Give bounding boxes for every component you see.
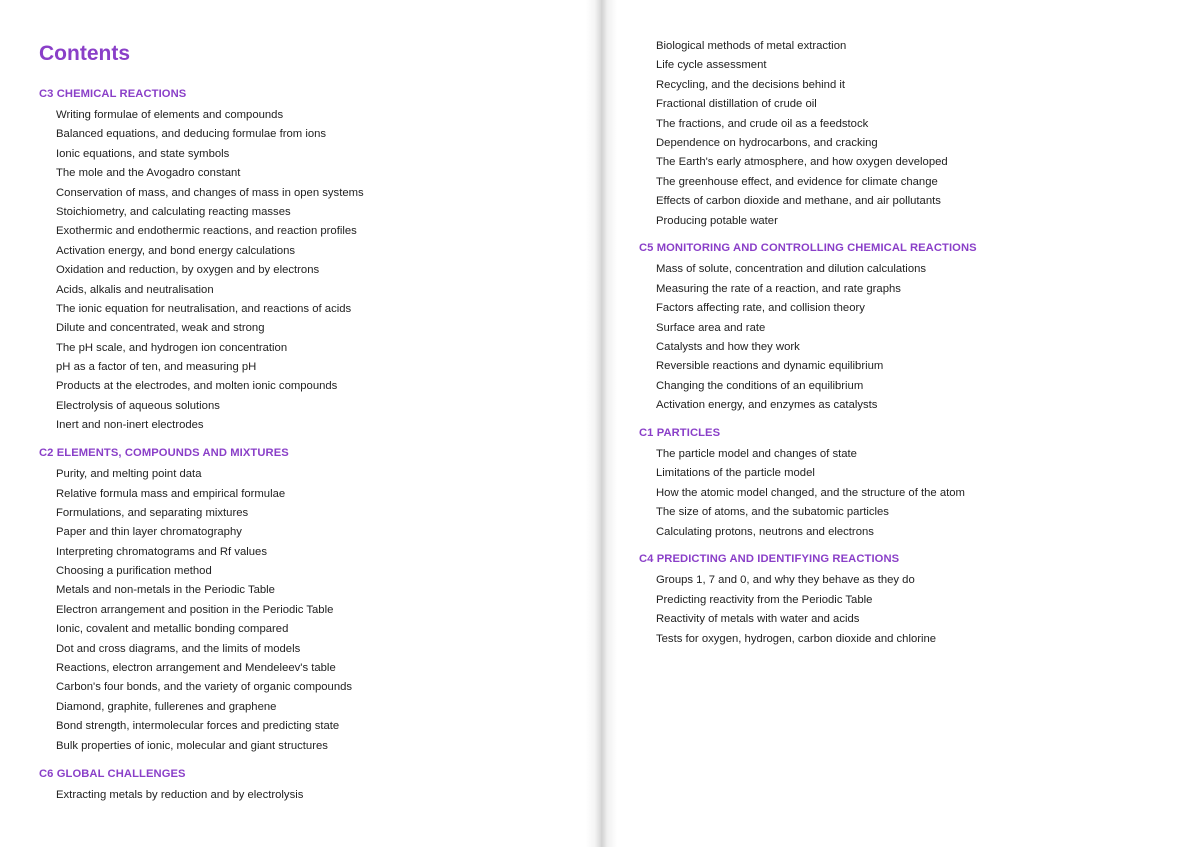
- topic-entry[interactable]: Fractional distillation of crude oil: [656, 98, 817, 111]
- left-page: [0, 0, 598, 847]
- topic-entry[interactable]: The pH scale, and hydrogen ion concentration: [56, 341, 288, 354]
- topic-entry[interactable]: Conservation of mass, and changes of mass in open systems: [56, 186, 364, 199]
- topic-list: [39, 465, 579, 756]
- topic-list: [39, 786, 579, 805]
- topic-entry[interactable]: The particle model and changes of state: [656, 448, 857, 461]
- topic-entry[interactable]: Writing formulae of elements and compounds: [56, 109, 284, 121]
- topic-list: [39, 106, 579, 436]
- topic-entry[interactable]: Electrolysis of aqueous solutions: [56, 399, 220, 412]
- topic-entry[interactable]: Electron arrangement and position in the Periodic Table: [56, 603, 334, 616]
- topic-list: [639, 571, 1179, 649]
- topic-entry[interactable]: Dot and cross diagrams, and the limits of models: [56, 642, 301, 655]
- topic-entry[interactable]: Catalysts and how they work: [656, 340, 800, 353]
- contents-section: [639, 550, 1179, 649]
- topic-entry[interactable]: Products at the electrodes, and molten ionic compounds: [56, 380, 338, 393]
- topic-entry[interactable]: Activation energy, and bond energy calculations: [56, 244, 296, 257]
- topic-entry[interactable]: Purity, and melting point data: [56, 468, 202, 481]
- right-page: [602, 0, 1200, 847]
- topic-entry[interactable]: Reactivity of metals with water and acids: [656, 613, 860, 626]
- topic-entry[interactable]: Extracting metals by reduction and by electrolysis: [56, 788, 304, 801]
- topic-entry[interactable]: Acids, alkalis and neutralisation: [56, 283, 214, 296]
- topic-entry[interactable]: Oxidation and reduction, by oxygen and by electrons: [56, 264, 320, 277]
- topic-entry[interactable]: The size of atoms, and the subatomic particles: [656, 506, 889, 519]
- contents-section: [39, 444, 579, 756]
- section-heading: C1 PARTICLES: [639, 427, 721, 440]
- topic-entry[interactable]: Producing potable water: [656, 214, 778, 227]
- topic-entry[interactable]: Life cycle assessment: [656, 59, 767, 72]
- topic-entry[interactable]: Diamond, graphite, fullerenes and graphene: [56, 700, 277, 713]
- topic-entry[interactable]: Dependence on hydrocarbons, and cracking: [656, 136, 878, 149]
- topic-entry[interactable]: Carbon's four bonds, and the variety of organic compounds: [56, 681, 353, 694]
- topic-entry[interactable]: Bulk properties of ionic, molecular and giant structures: [56, 739, 328, 752]
- topic-entry[interactable]: Mass of solute, concentration and dilution calculations: [656, 263, 927, 276]
- topic-entry[interactable]: Changing the conditions of an equilibrium: [656, 379, 864, 392]
- topic-entry[interactable]: Exothermic and endothermic reactions, and reaction profiles: [56, 225, 357, 238]
- section-heading: C5 MONITORING AND CONTROLLING CHEMICAL REACTIONS: [639, 242, 977, 255]
- topic-entry[interactable]: Effects of carbon dioxide and methane, and air pollutants: [656, 195, 941, 208]
- topic-list: [639, 445, 1179, 542]
- contents-section: [39, 85, 579, 436]
- topic-entry[interactable]: Calculating protons, neutrons and electrons: [656, 525, 874, 538]
- topic-entry[interactable]: Predicting reactivity from the Periodic Table: [656, 593, 873, 606]
- topic-entry[interactable]: Paper and thin layer chromatography: [56, 526, 242, 539]
- topic-entry[interactable]: The greenhouse effect, and evidence for climate change: [656, 175, 938, 188]
- topic-list: [639, 37, 1179, 231]
- topic-entry[interactable]: Reversible reactions and dynamic equilibrium: [656, 360, 884, 373]
- topic-entry[interactable]: Biological methods of metal extraction: [656, 40, 847, 52]
- topic-list: [639, 260, 1179, 415]
- topic-entry[interactable]: Activation energy, and enzymes as catalysts: [656, 399, 878, 412]
- topic-entry[interactable]: Reactions, electron arrangement and Mendeleev's table: [56, 662, 336, 675]
- topic-entry[interactable]: Dilute and concentrated, weak and strong: [56, 322, 265, 335]
- topic-entry[interactable]: How the atomic model changed, and the structure of the atom: [656, 486, 965, 499]
- left-contents-column: [39, 85, 579, 805]
- topic-entry[interactable]: Groups 1, 7 and 0, and why they behave as they do: [656, 574, 915, 587]
- contents-section: [639, 424, 1179, 542]
- topic-entry[interactable]: The mole and the Avogadro constant: [56, 167, 241, 180]
- contents-section: [639, 37, 1179, 231]
- topic-entry[interactable]: Recycling, and the decisions behind it: [656, 78, 846, 91]
- section-heading: C2 ELEMENTS, COMPOUNDS AND MIXTURES: [39, 447, 289, 460]
- topic-entry[interactable]: Relative formula mass and empirical formulae: [56, 487, 286, 500]
- topic-entry[interactable]: The Earth's early atmosphere, and how oxygen developed: [656, 156, 948, 169]
- topic-entry[interactable]: Factors affecting rate, and collision theory: [656, 302, 865, 315]
- right-contents-column: [639, 37, 1179, 649]
- topic-entry[interactable]: Ionic equations, and state symbols: [56, 147, 230, 160]
- topic-entry[interactable]: Choosing a purification method: [56, 565, 212, 578]
- topic-entry[interactable]: Formulations, and separating mixtures: [56, 506, 249, 519]
- topic-entry[interactable]: Inert and non-inert electrodes: [56, 419, 204, 432]
- topic-entry[interactable]: The fractions, and crude oil as a feedstock: [656, 117, 869, 130]
- section-heading: C3 CHEMICAL REACTIONS: [39, 88, 187, 100]
- topic-entry[interactable]: Metals and non-metals in the Periodic Table: [56, 584, 275, 597]
- section-heading: C6 GLOBAL CHALLENGES: [39, 767, 186, 780]
- topic-entry[interactable]: Surface area and rate: [656, 321, 766, 334]
- topic-entry[interactable]: Balanced equations, and deducing formulae from ions: [56, 128, 327, 141]
- page-title: Contents: [39, 42, 130, 65]
- topic-entry[interactable]: Measuring the rate of a reaction, and rate graphs: [656, 282, 901, 295]
- topic-entry[interactable]: pH as a factor of ten, and measuring pH: [56, 361, 257, 374]
- topic-entry[interactable]: Stoichiometry, and calculating reacting masses: [56, 205, 291, 218]
- topic-entry[interactable]: Interpreting chromatograms and Rf values: [56, 545, 267, 558]
- topic-entry[interactable]: Bond strength, intermolecular forces and predicting state: [56, 720, 340, 733]
- contents-section: [639, 239, 1179, 415]
- topic-entry[interactable]: Ionic, covalent and metallic bonding compared: [56, 623, 289, 636]
- topic-entry[interactable]: Tests for oxygen, hydrogen, carbon dioxide and chlorine: [656, 632, 937, 645]
- contents-section: [39, 765, 579, 805]
- topic-entry[interactable]: The ionic equation for neutralisation, and reactions of acids: [56, 302, 352, 315]
- topic-entry[interactable]: Limitations of the particle model: [656, 467, 815, 480]
- section-heading: C4 PREDICTING AND IDENTIFYING REACTIONS: [639, 553, 900, 566]
